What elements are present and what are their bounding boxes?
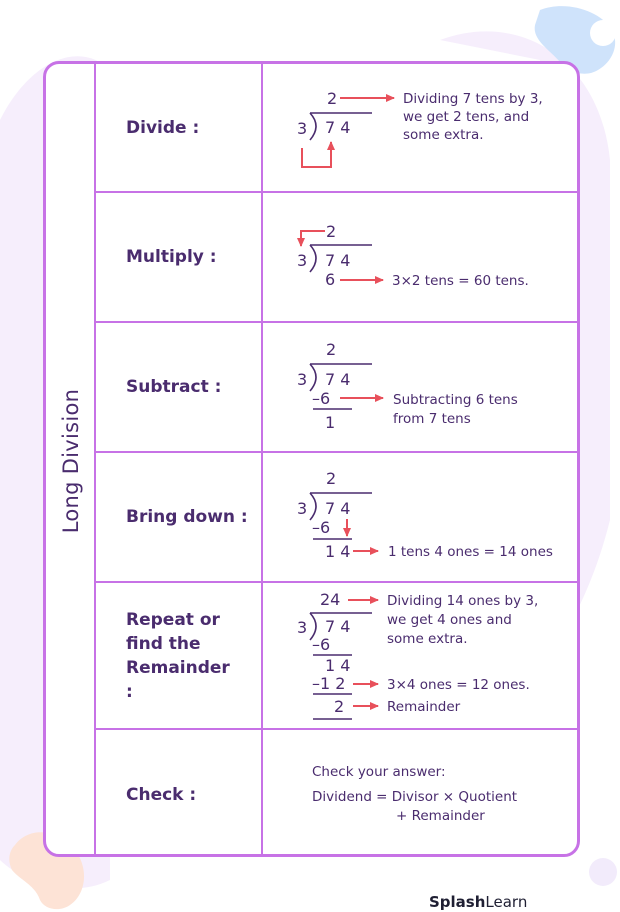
lavender-dot-bottom-right bbox=[589, 858, 617, 886]
check-line-1: Check your answer: bbox=[312, 764, 446, 780]
repeat-note-3: Remainder bbox=[387, 699, 461, 715]
repeat-divisor: 3 bbox=[297, 618, 308, 637]
step-label-divide: Divide : bbox=[96, 64, 263, 191]
splashlearn-logo bbox=[429, 893, 527, 911]
step-label-subtract: Subtract : bbox=[96, 323, 263, 451]
step-row-multiply bbox=[96, 193, 577, 323]
bring-quotient: 2 bbox=[326, 469, 337, 488]
check-line-2: Dividend = Divisor × Quotient bbox=[312, 789, 518, 805]
step-row-check bbox=[96, 730, 577, 857]
long-division-table bbox=[43, 61, 580, 857]
repeat-minus-1: –6 bbox=[312, 635, 331, 654]
step-label-repeat: Repeat or find the Remainder : bbox=[96, 583, 263, 728]
multiply-product: 6 bbox=[325, 270, 336, 289]
bring-result: 1 4 bbox=[325, 542, 351, 561]
repeat-quotient: 24 bbox=[320, 590, 341, 609]
blue-dot-top-right bbox=[590, 20, 616, 46]
divide-dividend: 7 4 bbox=[325, 118, 351, 137]
check-line-3: + Remainder bbox=[396, 808, 485, 824]
repeat-note1-2: we get 4 ones and bbox=[387, 612, 512, 628]
step-row-repeat bbox=[96, 583, 577, 730]
step-row-divide bbox=[96, 64, 577, 193]
bring-divisor: 3 bbox=[297, 499, 308, 518]
bring-dividend: 7 4 bbox=[325, 499, 351, 518]
bring-minus: –6 bbox=[312, 518, 331, 537]
step-row-subtract bbox=[96, 323, 577, 453]
repeat-minus-2: –1 2 bbox=[312, 674, 346, 693]
divide-note-2: we get 2 tens, and bbox=[403, 109, 530, 125]
subtract-divisor: 3 bbox=[297, 370, 308, 389]
brand-bold: Splash bbox=[429, 893, 486, 911]
step-label-multiply: Multiply : bbox=[96, 193, 263, 321]
side-title-column bbox=[46, 64, 96, 854]
subtract-minus: –6 bbox=[312, 389, 331, 408]
divide-note-3: some extra. bbox=[403, 127, 484, 143]
repeat-remainder: 2 bbox=[334, 697, 345, 716]
page-title: Long Division bbox=[59, 388, 83, 534]
subtract-dividend: 7 4 bbox=[325, 370, 351, 389]
repeat-note1-1: Dividing 14 ones by 3, bbox=[387, 593, 539, 609]
multiply-note: 3×2 tens = 60 tens. bbox=[392, 273, 529, 289]
repeat-dividend: 7 4 bbox=[325, 617, 351, 636]
brand-light: Learn bbox=[485, 893, 528, 911]
subtract-note-1: Subtracting 6 tens bbox=[393, 392, 518, 408]
multiply-divisor: 3 bbox=[297, 251, 308, 270]
repeat-line-3: 1 4 bbox=[325, 656, 351, 675]
step-label-bring-down: Bring down : bbox=[96, 453, 263, 581]
divide-quotient: 2 bbox=[327, 89, 338, 108]
divide-divisor: 3 bbox=[297, 119, 308, 138]
subtract-quotient: 2 bbox=[326, 340, 337, 359]
repeat-note1-3: some extra. bbox=[387, 631, 468, 647]
multiply-quotient: 2 bbox=[326, 222, 337, 241]
bring-note: 1 tens 4 ones = 14 ones bbox=[388, 544, 553, 560]
step-label-check: Check : bbox=[96, 730, 263, 857]
subtract-diff: 1 bbox=[325, 413, 336, 432]
repeat-note-2: 3×4 ones = 12 ones. bbox=[387, 677, 530, 693]
subtract-note-2: from 7 tens bbox=[393, 411, 471, 427]
multiply-dividend: 7 4 bbox=[325, 251, 351, 270]
step-row-bring-down bbox=[96, 453, 577, 583]
divide-note-1: Dividing 7 tens by 3, bbox=[403, 91, 543, 107]
